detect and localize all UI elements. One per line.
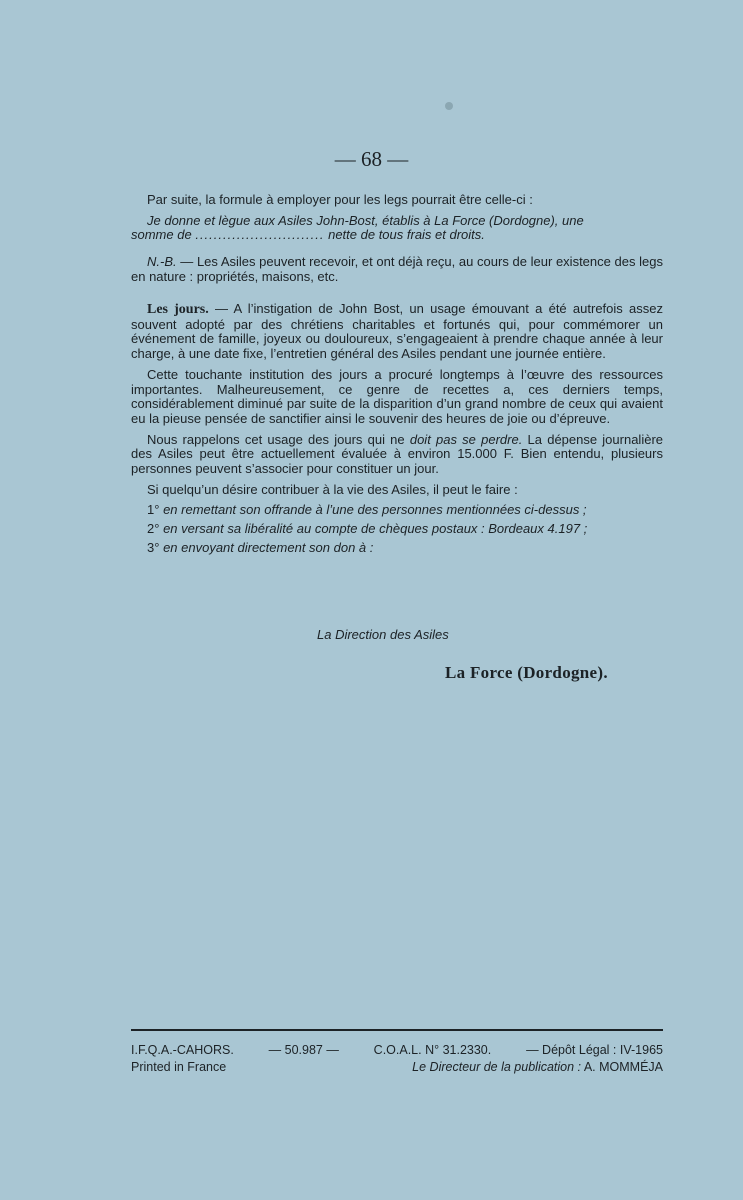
formula-somme: somme de	[131, 227, 192, 243]
rappel-start: Nous rappelons cet usage des jours qui ne	[147, 431, 410, 447]
footer-line-2	[131, 1060, 663, 1074]
footer-printer: I.F.Q.A.-CAHORS.	[131, 1043, 234, 1057]
formula-dots: ............................	[195, 227, 325, 243]
body-main	[131, 302, 663, 556]
body-top	[131, 193, 663, 285]
institution-paragraph: Cette touchante institution des jours a procuré longtemps à l’œuvre des ressources importantes. Malheureusement, ce genre de recettes a, ces derniers temps, considérablement diminué par suite de la disparition d’un grand nombre de ceux qui avaient eu la pieuse pensée de sanctifier ainsi le souvenir des heures de joie ou d’épreuve.	[131, 366, 663, 426]
formula-end: nette de tous frais et droits.	[328, 227, 485, 243]
footer-director-label: Le Directeur de la publication :	[412, 1060, 582, 1074]
rappel-italic: doit pas se perdre.	[409, 431, 523, 447]
jours-paragraph	[131, 302, 663, 362]
option-2-num: 2°	[147, 521, 160, 537]
formula-line-2	[131, 228, 663, 243]
jours-text: — A l’instigation de John Bost, un usage émouvant a été autrefois assez souvent adopté par des chrétiens charitables et fortunés qui, pour commémorer un événement de famille, joyeux ou douloureux, s’engageaient à prendre chaque année à leur charge, à une date fixe, l’entretien général des Asiles pendant une journée entière.	[131, 301, 663, 362]
footer-printed: Printed in France	[131, 1060, 227, 1074]
nb-label: N.-B.	[147, 254, 177, 270]
ink-spot	[445, 102, 453, 110]
option-3	[131, 541, 663, 556]
footer-number: — 50.987 —	[268, 1043, 339, 1057]
intro-paragraph: Par suite, la formule à employer pour les legs pourrait être celle-ci :	[147, 192, 533, 207]
rappel-paragraph	[131, 433, 663, 477]
footer-coal: C.O.A.L. N° 31.2330.	[373, 1043, 492, 1057]
option-2-text: en versant sa libéralité au compte de chèques postaux : Bordeaux 4.197 ;	[163, 521, 588, 537]
page-number: — 68 —	[334, 147, 409, 171]
footer-line-1	[131, 1043, 663, 1057]
option-1-text: en remettant son offrande à l’une des personnes mentionnées ci-dessus ;	[163, 502, 587, 518]
footer-director-name: A. MOMMÉJA	[583, 1060, 663, 1074]
signature: La Direction des Asiles	[317, 627, 449, 642]
formula-line-1: Je donne et lègue aux Asiles John-Bost, établis à La Force (Dordogne), une	[147, 212, 584, 228]
option-3-num: 3°	[147, 539, 160, 555]
option-1	[131, 503, 663, 518]
footer-rule	[131, 1029, 663, 1031]
option-3-text: en envoyant directement son don à :	[163, 539, 374, 555]
option-1-num: 1°	[147, 502, 160, 518]
contribute-paragraph: Si quelqu’un désire contribuer à la vie des Asiles, il peut le faire :	[147, 481, 518, 497]
nb-text: — Les Asiles peuvent recevoir, et ont déjà reçu, au cours de leur existence des legs en nature : propriétés, maisons, etc.	[131, 254, 663, 284]
jours-heading: Les jours.	[147, 302, 209, 317]
footer-depot: — Dépôt Légal : IV-1965	[526, 1043, 663, 1057]
place: La Force (Dordogne).	[445, 663, 608, 682]
rappel-end: La dépense journalière des Asiles peut être actuellement évaluée à environ 15.000 F. Bien entendu, plusieurs personnes peuvent s’associer pour constituer un jour.	[131, 431, 664, 477]
footer-director	[412, 1060, 663, 1074]
nb-paragraph	[131, 255, 663, 284]
option-2	[131, 522, 663, 537]
